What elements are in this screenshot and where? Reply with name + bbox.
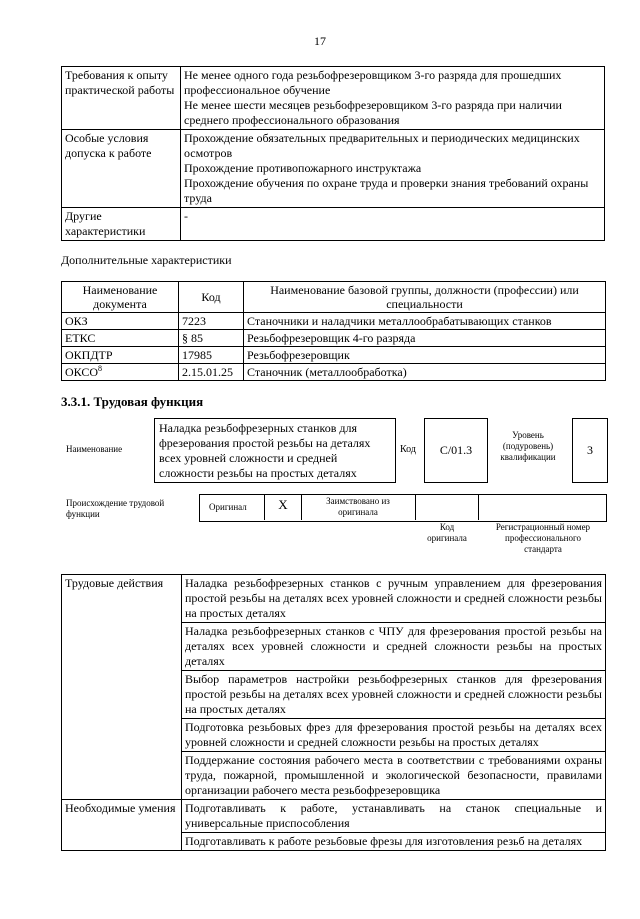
actions-table — [61, 574, 606, 851]
cell-name: Резьбофрезеровщик 4-го разряда — [244, 330, 606, 347]
function-name-box — [154, 418, 396, 483]
code-box — [424, 418, 488, 483]
function-name-line: Наладка резьбофрезерных станков для — [159, 421, 358, 435]
cell-name: Станочники и наладчики металлообрабатывающих станков — [244, 313, 606, 330]
reg-number-label — [480, 522, 606, 555]
table-row — [62, 130, 605, 208]
code-value: C/01.3 — [439, 443, 473, 457]
page-number: 17 — [314, 34, 326, 48]
origin-label — [66, 498, 164, 520]
requirement-line: Прохождение обязательных предварительных и периодических медицинских осмотров — [184, 131, 580, 160]
cell-doc: ЕТКС — [62, 330, 179, 347]
table-row — [62, 208, 605, 241]
action-item: Поддержание состояния рабочего места в соответствии с требованиями охраны труда, пожарной, промышленной и экологической безопасности, правилами организации рабочего места резьбофрезеровщика — [182, 752, 606, 800]
code-original-label — [416, 522, 478, 544]
table-row — [62, 347, 606, 364]
table-row — [62, 800, 606, 833]
origin-label-line: Происхождение трудовой — [66, 498, 165, 508]
skill-item: Подготавливать к работе резьбовые фрезы для изготовления резьб на деталях — [182, 833, 606, 851]
row-value — [181, 67, 605, 130]
skill-item: Подготавливать к работе, устанавливать на станок специальные и универсальные приспособления — [182, 800, 606, 833]
row-label: Особые условия допуска к работе — [62, 130, 181, 208]
function-name-line: фрезерования простой резьбы на деталях — [159, 436, 371, 450]
header-code: Код — [179, 282, 244, 313]
borrowed-label-line: Заимствовано из — [326, 496, 390, 506]
footnote-mark: 8 — [98, 364, 103, 373]
table-row — [62, 330, 606, 347]
function-name-line: сложности резьбы на простых деталях — [159, 466, 357, 480]
requirement-line: Прохождение обучения по охране труда и проверки знания требований охраны труда — [184, 176, 589, 205]
additional-title: Дополнительные характеристики — [61, 253, 232, 267]
action-item: Наладка резьбофрезерных станков с ручным управлением для фрезерования простой резьбы на деталях всех уровней сложности и средней сложности резьбы на простых деталях — [182, 575, 606, 623]
row-label: Требования к опыту практической работы — [62, 67, 181, 130]
original-mark: X — [278, 497, 288, 512]
header-doc: Наименование документа — [62, 282, 179, 313]
cell-code: 2.15.01.25 — [179, 364, 244, 381]
requirement-line: Не менее одного года резьбофрезеровщиком 3-го разряда для прошедших профессиональное обучение — [184, 68, 562, 97]
cell-doc: ОКЗ — [62, 313, 179, 330]
cell-name: Резьбофрезеровщик — [244, 347, 606, 364]
level-box — [572, 418, 608, 483]
level-label-line: (подуровень) — [502, 441, 554, 451]
borrowed-label — [302, 496, 414, 518]
action-item: Выбор параметров настройки резьбофрезерных станков для фрезерования простой резьбы на деталях всех уровней сложности и средней сложности резьбы на простых деталях — [182, 671, 606, 719]
header-name: Наименование базовой группы, должности (профессии) или специальности — [244, 282, 606, 313]
table-row — [62, 364, 606, 381]
table-row — [62, 313, 606, 330]
row-label: Другие характеристики — [62, 208, 181, 241]
table-header-row — [62, 282, 606, 313]
cell-doc — [62, 364, 179, 381]
table-row — [62, 67, 605, 130]
table-row — [62, 575, 606, 623]
code-original-line: оригинала — [427, 533, 467, 543]
row-value — [181, 208, 605, 241]
requirement-line: - — [184, 209, 188, 223]
original-label: Оригинал — [209, 502, 247, 512]
action-item: Подготовка резьбовых фрез для фрезерования простой резьбы на деталях всех уровней сложности и средней сложности резьбы на простых деталях — [182, 719, 606, 752]
origin-label-line: функции — [66, 509, 100, 519]
reg-number-line: профессионального — [505, 533, 581, 543]
requirement-line: Не менее шести месяцев резьбофрезеровщиком 3-го разряда при наличии среднего профессионального образования — [184, 98, 562, 127]
name-label: Наименование — [66, 444, 123, 454]
cell-code: § 85 — [179, 330, 244, 347]
okso-label: ОКСО — [65, 365, 99, 379]
level-value: 3 — [587, 443, 593, 457]
requirement-line: Прохождение противопожарного инструктажа — [184, 161, 422, 175]
cell-code: 17985 — [179, 347, 244, 364]
actions-label: Трудовые действия — [62, 575, 182, 800]
level-label-line: квалификации — [500, 452, 556, 462]
requirements-table — [61, 66, 605, 241]
code-original-cell — [415, 494, 479, 520]
reg-number-line: стандарта — [524, 544, 562, 554]
level-label-line: Уровень — [512, 430, 544, 440]
cell-name: Станочник (металлообработка) — [244, 364, 606, 381]
reg-number-line: Регистрационный номер — [495, 522, 591, 532]
skills-label: Необходимые умения — [62, 800, 182, 851]
cell-code: 7223 — [179, 313, 244, 330]
action-item: Наладка резьбофрезерных станков с ЧПУ для фрезерования простой резьбы на деталях всех уровней сложности и средней сложности резьбы на простых деталях — [182, 623, 606, 671]
section-title: 3.3.1. Трудовая функция — [61, 394, 204, 409]
level-label — [494, 430, 562, 463]
borrowed-label-line: оригинала — [338, 507, 378, 517]
row-value — [181, 130, 605, 208]
code-label: Код — [400, 444, 416, 455]
additional-table — [61, 281, 606, 381]
cell-doc: ОКПДТР — [62, 347, 179, 364]
code-original-line: Код — [439, 522, 455, 532]
function-name-line: всех уровней сложности и средней — [159, 451, 338, 465]
